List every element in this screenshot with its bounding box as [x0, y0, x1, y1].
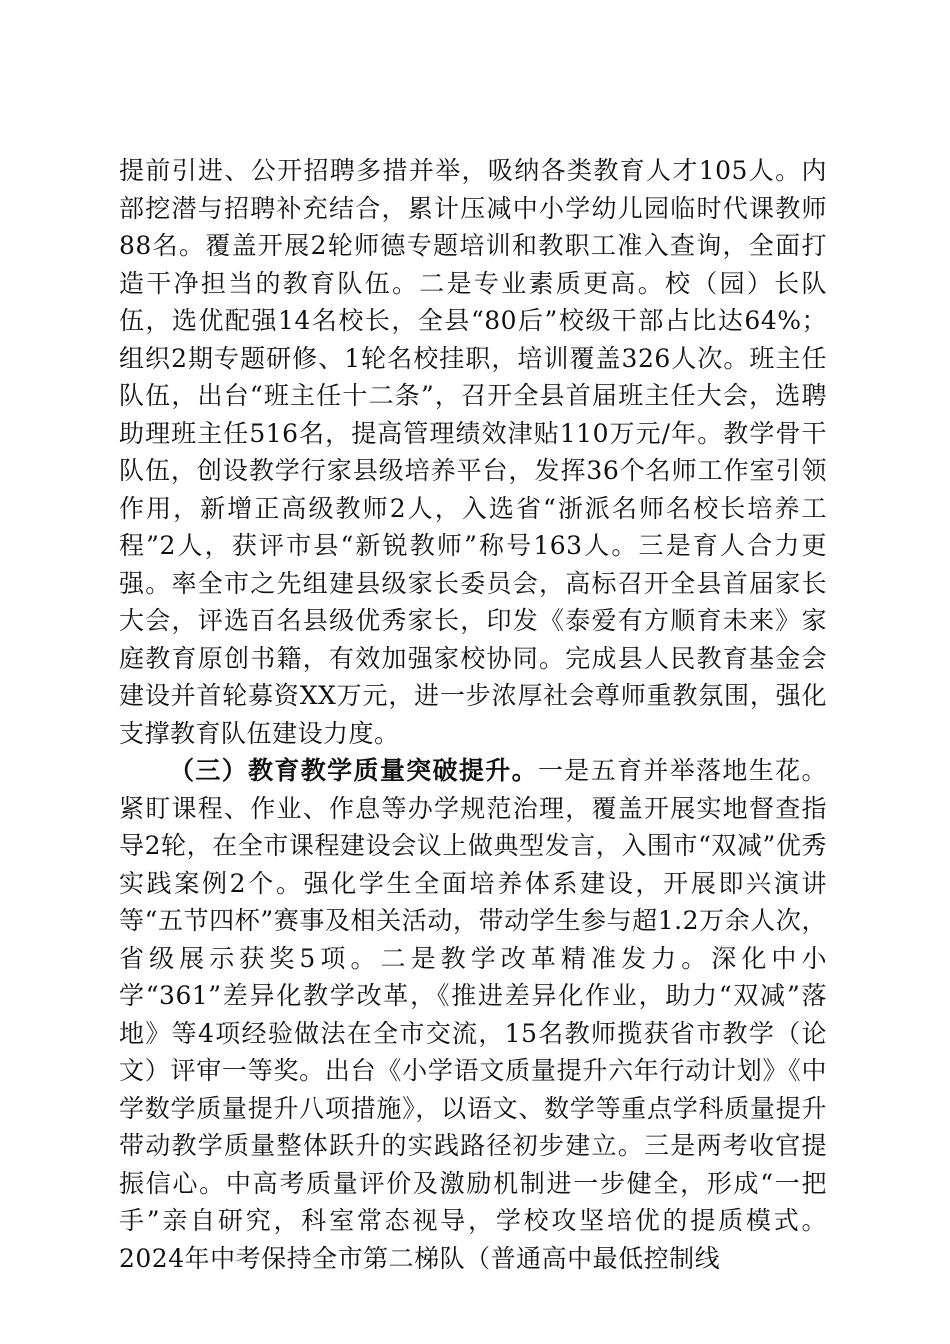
section-body: 一是五育并举落地生花。紧盯课程、作业、作息等办学规范治理，覆盖开展实地督查指导2轮，在全市课程建设会议上做典型发言，入围市“双减”优秀实践案例2个。强化学生全面培养体系建设，开展即兴演讲等“五节四杯”赛事及相关活动，带动学生参与超1.2万余人次，省级展示获奖5项。二是教学改革精准发力。深化中小学“361”差异化教学改革，《推进差异化作业，助力“双减”落地》等4项经验做法在全市交流，15名教师揽获省市教学（论文）评审一等奖。出台《小学语文质量提升六年行动计划》《中学数学质量提升八项措施》，以语文、数学等重点学科质量提升带动教学质量整体跃升的实践路径初步建立。三是两考收官提振信心。中高考质量评价及激励机制进一步健全，形成“一把手”亲自研究，科室常态视导，学校攻坚培优的提质模式。2024年中考保持全市第二梯队（普通高中最低控制线 — [119, 756, 827, 1273]
paragraph-section-three — [119, 752, 827, 1277]
body-text — [119, 152, 827, 1277]
section-heading: （三）教育教学质量突破提升。 — [169, 756, 538, 785]
paragraph-continuation: 提前引进、公开招聘多措并举，吸纳各类教育人才105人。内部挖潜与招聘补充结合，累计压减中小学幼儿园临时代课教师88名。覆盖开展2轮师德专题培训和教职工准入查询，全面打造干净担当的教育队伍。二是专业素质更高。校（园）长队伍，选优配强14名校长，全县“80后”校级干部占比达64%；组织2期专题研修、1轮名校挂职，培训覆盖326人次。班主任队伍，出台“班主任十二条”，召开全县首届班主任大会，选聘助理班主任516名，提高管理绩效津贴110万元/年。教学骨干队伍，创设教学行家县级培养平台，发挥36个名师工作室引领作用，新增正高级教师2人，入选省“浙派名师名校长培养工程”2人，获评市县“新锐教师”称号163人。三是育人合力更强。率全市之先组建县级家长委员会，高标召开全县首届家长大会，评选百名县级优秀家长，印发《泰爱有方顺育未来》家庭教育原创书籍，有效加强家校协同。完成县人民教育基金会建设并首轮募资XX万元，进一步浓厚社会尊师重教氛围，强化支撑教育队伍建设力度。 — [119, 156, 827, 748]
